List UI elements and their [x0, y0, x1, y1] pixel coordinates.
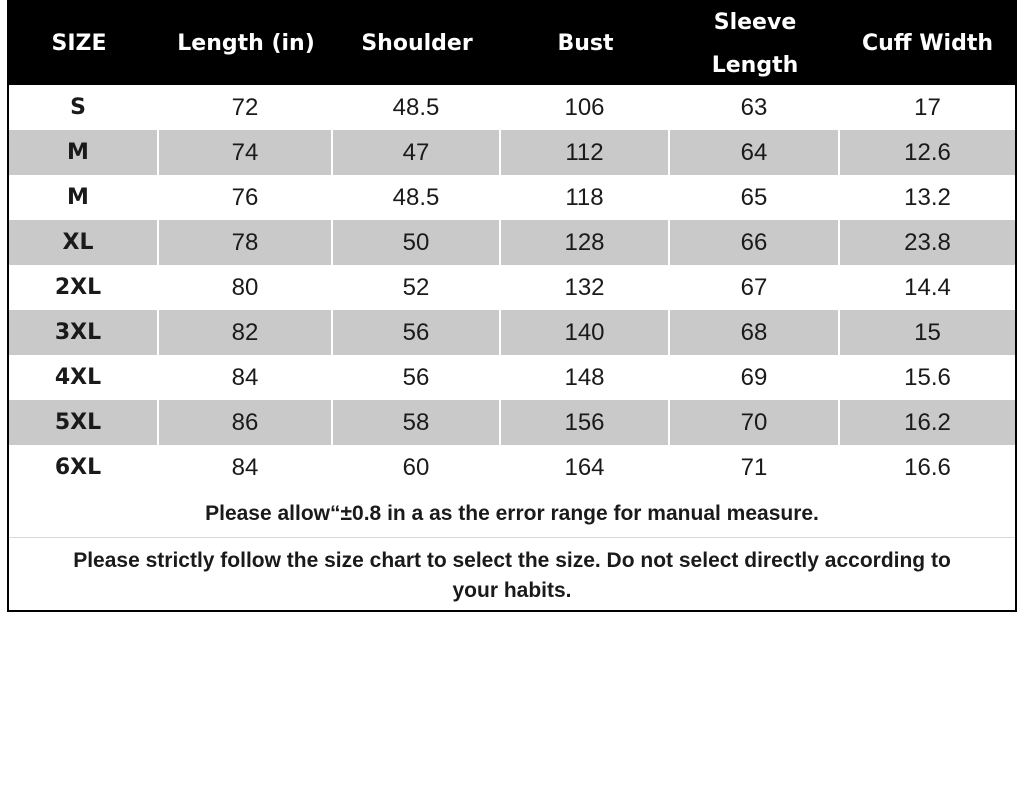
- table-cell: 17: [914, 93, 941, 121]
- table-row: [9, 265, 1015, 310]
- table-cell: 63: [670, 85, 840, 130]
- header-sleeve-length: Sleeve Length: [711, 9, 799, 78]
- table-cell: 23.8: [840, 220, 1015, 265]
- table-cell: 16.6: [904, 453, 951, 481]
- table-row: [9, 175, 1015, 220]
- table-header: [9, 2, 1015, 85]
- table-cell: 56: [333, 355, 501, 400]
- table-cell: 58: [333, 400, 501, 445]
- table-cell: 128: [501, 220, 670, 265]
- table-cell: 66: [670, 220, 840, 265]
- table-cell: 148: [501, 355, 670, 400]
- table-cell: 70: [670, 400, 840, 445]
- table-row: [9, 400, 1015, 445]
- size-cell: M: [9, 130, 159, 175]
- table-cell: 67: [670, 265, 840, 310]
- header-length: Length (in): [177, 30, 315, 56]
- size-selection-note: Please strictly follow the size chart to select the size. Do not select directly according to your habits.: [73, 549, 951, 602]
- table-cell: 76: [159, 175, 333, 220]
- table-cell: 65: [670, 175, 840, 220]
- table-cell: 13.2: [904, 183, 951, 211]
- header-size: SIZE: [51, 30, 107, 56]
- table-row: [9, 445, 1015, 490]
- table-cell: 84: [159, 355, 333, 400]
- size-cell: 2XL: [9, 265, 159, 310]
- table-cell: 80: [159, 265, 333, 310]
- table-cell: 68: [670, 310, 840, 355]
- size-cell: 3XL: [9, 310, 159, 355]
- table-cell: 52: [333, 265, 501, 310]
- table-cell: 140: [501, 310, 670, 355]
- table-cell: 50: [333, 220, 501, 265]
- table-cell: 48.5: [333, 85, 501, 130]
- table-cell: 15: [840, 310, 1015, 355]
- table-cell: 84: [159, 445, 333, 490]
- size-cell: S: [9, 85, 159, 130]
- table-cell: 64: [670, 130, 840, 175]
- table-cell: 16.2: [840, 400, 1015, 445]
- table-cell: 12.6: [840, 130, 1015, 175]
- table-cell: 132: [501, 265, 670, 310]
- table-cell: 164: [501, 445, 670, 490]
- table-cell: 60: [333, 445, 501, 490]
- size-cell: 5XL: [9, 400, 159, 445]
- table-cell: 118: [501, 175, 670, 220]
- size-chart: [7, 0, 1017, 612]
- table-row: [9, 310, 1015, 355]
- table-row: [9, 355, 1015, 400]
- table-cell: 156: [501, 400, 670, 445]
- table-cell: 78: [159, 220, 333, 265]
- table-cell: 72: [159, 85, 333, 130]
- table-cell: 14.4: [904, 273, 951, 301]
- table-cell: 71: [670, 445, 840, 490]
- table-cell: 56: [333, 310, 501, 355]
- size-cell: 6XL: [9, 445, 159, 490]
- header-bust: Bust: [557, 30, 614, 56]
- table-row: [9, 220, 1015, 265]
- size-cell: M: [9, 175, 159, 220]
- table-cell: 15.6: [904, 363, 951, 391]
- header-cuff-width: Cuff Width: [861, 30, 994, 56]
- table-row: [9, 130, 1015, 175]
- size-cell: 4XL: [9, 355, 159, 400]
- error-range-note: Please allow“±0.8 in a as the error range for manual measure.: [9, 490, 1015, 538]
- table-cell: 47: [333, 130, 501, 175]
- table-cell: 69: [670, 355, 840, 400]
- size-cell: XL: [9, 220, 159, 265]
- table-cell: 74: [159, 130, 333, 175]
- table-cell: 106: [501, 85, 670, 130]
- table-cell: 86: [159, 400, 333, 445]
- table-row: [9, 85, 1015, 130]
- table-cell: 112: [501, 130, 670, 175]
- table-cell: 82: [159, 310, 333, 355]
- table-body: [9, 85, 1015, 490]
- table-cell: 48.5: [333, 175, 501, 220]
- header-shoulder: Shoulder: [361, 30, 473, 56]
